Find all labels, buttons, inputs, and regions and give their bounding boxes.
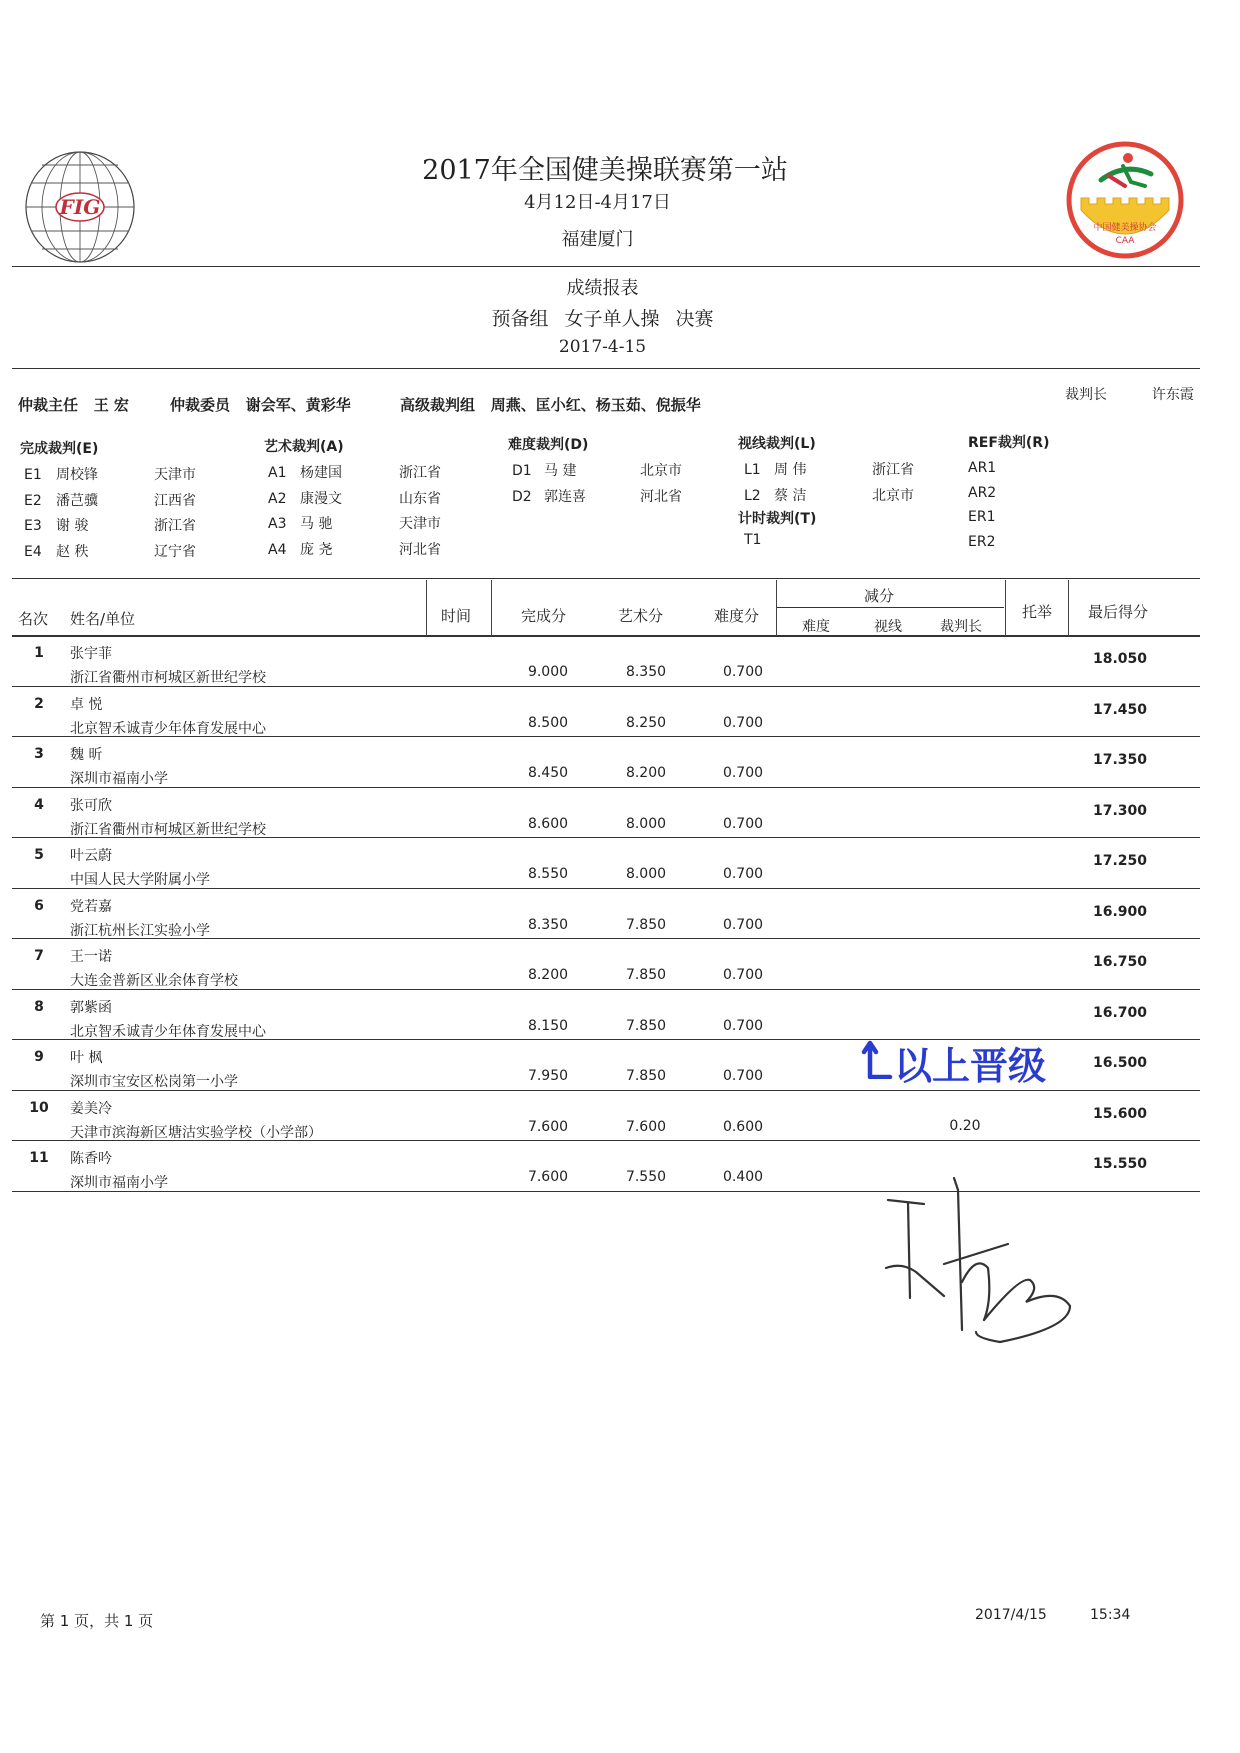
athlete-unit: 北京智禾诚青少年体育发展中心	[70, 1023, 266, 1040]
execution-score: 7.950	[527, 1068, 569, 1084]
judge-code: E2	[24, 492, 42, 509]
athlete-name: 王一诺	[70, 949, 112, 965]
line-judges-list	[744, 457, 914, 508]
judge-province: 河北省	[640, 488, 682, 505]
report-divider	[12, 368, 1200, 369]
row-rank: 11	[29, 1150, 49, 1166]
col-header-ded-chief: 裁判长	[940, 619, 982, 635]
judge-name: 潘芑骥	[56, 492, 98, 509]
table-row	[0, 1092, 1240, 1143]
final-score: 17.450	[1092, 701, 1148, 718]
table-row	[0, 688, 1240, 739]
table-row	[0, 637, 1240, 688]
judge-province: 天津市	[399, 516, 441, 532]
judge-name: 康漫文	[300, 490, 342, 507]
jury-members-names: 谢会军、黄彩华	[245, 396, 351, 414]
ref-judge-code: ER1	[968, 509, 996, 525]
jury-president-label: 仲裁主任	[18, 396, 79, 414]
athlete-unit: 深圳市福南小学	[70, 771, 168, 787]
artistic-score: 7.850	[625, 967, 667, 983]
judge-code: D2	[512, 488, 532, 505]
row-divider	[12, 989, 1200, 990]
superior-jury-names: 周燕、匡小红、杨玉茹、倪振华	[490, 396, 701, 414]
execution-score: 8.600	[527, 815, 569, 832]
judge-name: 马 建	[544, 463, 577, 479]
superior-jury-label: 高级裁判组	[400, 396, 476, 414]
judge-code: A2	[268, 490, 287, 507]
table-row	[0, 991, 1240, 1042]
athlete-name: 叶云蔚	[70, 848, 112, 864]
row-rank: 7	[34, 948, 44, 964]
col-header-time: 时间	[441, 607, 472, 625]
judge-name: 赵 秩	[56, 543, 89, 560]
artistic-score: 8.250	[625, 714, 667, 731]
difficulty-score: 0.600	[722, 1118, 764, 1135]
row-rank: 9	[34, 1049, 44, 1065]
execution-score: 8.200	[527, 967, 569, 983]
athlete-name: 党若嘉	[70, 898, 112, 915]
judge-name: 谢 骏	[56, 518, 89, 534]
row-divider	[12, 888, 1200, 889]
table-row	[0, 738, 1240, 789]
athlete-unit: 中国人民大学附属小学	[70, 872, 210, 888]
promotion-note: 以上晋级	[894, 1044, 1047, 1088]
footer-page-number: 第 1 页，共 1 页	[40, 1612, 154, 1630]
execution-score: 7.600	[527, 1118, 569, 1135]
final-score: 17.250	[1092, 853, 1148, 869]
row-rank: 6	[34, 897, 44, 914]
ref-judge-code: AR1	[968, 460, 997, 476]
judge-name: 马 驰	[300, 516, 333, 532]
judge-province: 山东省	[399, 490, 441, 507]
jury-president-name: 王 宏	[93, 396, 129, 414]
caa-logo-text: 中国健美操协会	[1093, 223, 1157, 233]
col-header-deductions: 减分	[864, 587, 895, 605]
competition-dates: 4月12日-4月17日	[524, 192, 671, 213]
judge-code: L2	[744, 487, 761, 504]
athlete-unit: 浙江省衢州市柯城区新世纪学校	[70, 670, 266, 686]
col-header-ded-difficulty: 难度	[802, 619, 830, 635]
judge-code: D1	[512, 463, 532, 479]
col-header-artistic: 艺术分	[618, 607, 664, 625]
row-rank: 4	[34, 796, 44, 813]
final-score: 16.900	[1092, 903, 1148, 920]
athlete-name: 郭紫函	[70, 999, 112, 1016]
row-divider	[12, 736, 1200, 737]
judge-row	[268, 511, 441, 537]
final-score: 16.500	[1092, 1055, 1148, 1071]
difficulty-score: 0.700	[722, 866, 764, 882]
difficulty-judges-label: 难度裁判(D)	[508, 437, 589, 453]
superior-jury	[400, 394, 701, 415]
judge-row	[744, 457, 914, 483]
judge-province: 北京市	[640, 463, 682, 479]
competition-title: 2017年全国健美操联赛第一站	[422, 155, 788, 186]
row-divider	[12, 787, 1200, 788]
promotion-annotation	[860, 1035, 1046, 1090]
judge-province: 江西省	[154, 492, 196, 509]
artistic-score: 8.200	[625, 765, 667, 781]
col-header-name: 姓名/单位	[70, 610, 136, 628]
judge-province: 北京市	[872, 487, 914, 504]
final-score: 15.550	[1092, 1156, 1148, 1172]
difficulty-score: 0.700	[722, 1017, 764, 1034]
caa-logo-abbr: CAA	[1115, 236, 1135, 246]
difficulty-score: 0.400	[722, 1169, 764, 1185]
time-judges-label: 计时裁判(T)	[738, 511, 817, 527]
difficulty-score: 0.700	[722, 765, 764, 781]
row-rank: 8	[34, 998, 44, 1015]
judge-row	[24, 488, 196, 514]
row-divider	[12, 938, 1200, 939]
athlete-unit: 浙江杭州长江实验小学	[70, 922, 210, 939]
col-header-rank: 名次	[18, 610, 49, 628]
difficulty-score: 0.700	[722, 916, 764, 933]
footer-print-time: 15:34	[1090, 1607, 1131, 1623]
difficulty-score: 0.700	[722, 815, 764, 832]
table-row	[0, 789, 1240, 840]
artistic-score: 8.000	[625, 815, 667, 832]
execution-judges-label: 完成裁判(E)	[20, 441, 99, 457]
judge-row	[744, 483, 914, 509]
difficulty-score: 0.700	[722, 967, 764, 983]
judge-name: 庞 尧	[300, 541, 333, 558]
jury-president	[18, 394, 129, 415]
judge-row	[512, 484, 682, 510]
judge-province: 天津市	[154, 467, 196, 483]
row-divider	[12, 837, 1200, 838]
judge-name: 周 伟	[774, 462, 807, 478]
chief-deduction: 0.20	[949, 1117, 981, 1134]
judge-name: 蔡 洁	[774, 487, 807, 504]
chief-judge	[1065, 384, 1194, 404]
athlete-unit: 深圳市福南小学	[70, 1175, 168, 1191]
athlete-name: 陈香吟	[70, 1151, 112, 1167]
time-judge-code: T1	[744, 532, 762, 548]
judge-name: 杨建国	[300, 465, 342, 481]
judge-province: 浙江省	[872, 462, 914, 478]
competition-venue: 福建厦门	[561, 229, 634, 250]
row-divider	[12, 686, 1200, 687]
table-row	[0, 1041, 1240, 1092]
col-header-difficulty: 难度分	[714, 607, 760, 625]
judge-row	[24, 462, 196, 488]
ref-judges-list	[968, 456, 996, 554]
athlete-unit: 天津市滨海新区塘沽实验学校（小学部）	[70, 1124, 322, 1141]
artistic-score: 7.850	[625, 1017, 667, 1034]
execution-score: 9.000	[527, 664, 569, 680]
judge-province: 浙江省	[154, 518, 196, 534]
judge-province: 辽宁省	[154, 543, 196, 560]
row-rank: 2	[34, 695, 44, 712]
chief-judge-name: 许东霞	[1151, 387, 1194, 403]
athlete-unit: 大连金普新区业余体育学校	[70, 973, 238, 989]
report-subtitle: 预备组 女子单人操 决赛	[491, 308, 714, 330]
table-row	[0, 890, 1240, 941]
table-row	[0, 839, 1240, 890]
judge-row	[24, 513, 196, 539]
referee-signature	[880, 1170, 1080, 1370]
col-header-final: 最后得分	[1088, 603, 1149, 621]
athlete-name: 魏 昕	[70, 747, 103, 763]
judge-row	[268, 460, 441, 486]
judge-row	[512, 458, 682, 484]
header-divider	[12, 266, 1200, 267]
col-header-execution: 完成分	[521, 607, 567, 625]
athlete-unit: 浙江省衢州市柯城区新世纪学校	[70, 821, 266, 838]
row-rank: 3	[34, 746, 44, 762]
execution-score: 8.500	[527, 714, 569, 731]
col-header-lift: 托举	[1022, 603, 1053, 621]
ref-judge-code: AR2	[968, 484, 997, 501]
athlete-unit: 北京智禾诚青少年体育发展中心	[70, 720, 266, 737]
artistic-score: 7.850	[625, 916, 667, 933]
judge-code: A3	[268, 516, 287, 532]
artistic-score: 7.550	[625, 1169, 667, 1185]
final-score: 16.750	[1092, 954, 1148, 970]
judge-name: 周校锋	[56, 467, 98, 483]
artistic-judges-list	[268, 460, 441, 562]
final-score: 17.300	[1092, 802, 1148, 819]
row-divider	[12, 1140, 1200, 1141]
execution-score: 8.550	[527, 866, 569, 882]
judge-code: E3	[24, 518, 42, 534]
final-score: 15.600	[1092, 1105, 1148, 1122]
chief-judge-label: 裁判长	[1065, 387, 1107, 403]
execution-score: 7.600	[527, 1169, 569, 1185]
judge-province: 河北省	[399, 541, 441, 558]
judge-province: 浙江省	[399, 465, 441, 481]
judge-code: L1	[744, 462, 761, 478]
artistic-score: 7.600	[625, 1118, 667, 1135]
difficulty-judges-list	[512, 458, 682, 509]
athlete-name: 姜美冷	[70, 1100, 112, 1117]
athlete-name: 卓 悦	[70, 696, 103, 713]
judge-row	[268, 486, 441, 512]
judge-name: 郭连喜	[544, 488, 586, 505]
execution-score: 8.150	[527, 1017, 569, 1034]
final-score: 17.350	[1092, 752, 1148, 768]
table-top-border	[12, 578, 1200, 579]
ref-judges-label: REF裁判(R)	[968, 435, 1050, 451]
jury-members	[170, 394, 351, 415]
row-rank: 1	[34, 645, 44, 661]
difficulty-score: 0.700	[722, 1068, 764, 1084]
row-rank: 5	[34, 847, 44, 863]
difficulty-score: 0.700	[722, 664, 764, 680]
judge-code: E4	[24, 543, 42, 560]
judge-row	[24, 539, 196, 565]
report-date: 2017-4-15	[558, 337, 647, 357]
footer-print-date: 2017/4/15	[975, 1607, 1047, 1623]
artistic-score: 7.850	[625, 1068, 667, 1084]
row-rank: 10	[29, 1099, 49, 1116]
execution-score: 8.450	[527, 765, 569, 781]
judge-code: A1	[268, 465, 287, 481]
athlete-name: 叶 枫	[70, 1050, 103, 1066]
line-judges-label: 视线裁判(L)	[738, 436, 816, 452]
artistic-judges-label: 艺术裁判(A)	[264, 439, 344, 455]
athlete-name: 张宇菲	[70, 646, 112, 662]
fig-logo-text: FIG	[59, 195, 101, 219]
final-score: 18.050	[1092, 651, 1148, 667]
artistic-score: 8.000	[625, 866, 667, 882]
arrow-up-icon	[860, 1039, 894, 1088]
report-title: 成绩报表	[566, 278, 639, 299]
judge-code: E1	[24, 467, 42, 483]
final-score: 16.700	[1092, 1004, 1148, 1021]
athlete-unit: 深圳市宝安区松岗第一小学	[70, 1074, 238, 1090]
athlete-name: 张可欣	[70, 797, 112, 814]
jury-members-label: 仲裁委员	[170, 396, 231, 414]
execution-judges-list	[24, 462, 196, 564]
difficulty-score: 0.700	[722, 714, 764, 731]
col-header-ded-line: 视线	[874, 619, 902, 635]
table-row	[0, 940, 1240, 991]
ref-judge-code: ER2	[968, 533, 996, 550]
execution-score: 8.350	[527, 916, 569, 933]
judge-row	[268, 537, 441, 563]
artistic-score: 8.350	[625, 664, 667, 680]
judge-code: A4	[268, 541, 287, 558]
